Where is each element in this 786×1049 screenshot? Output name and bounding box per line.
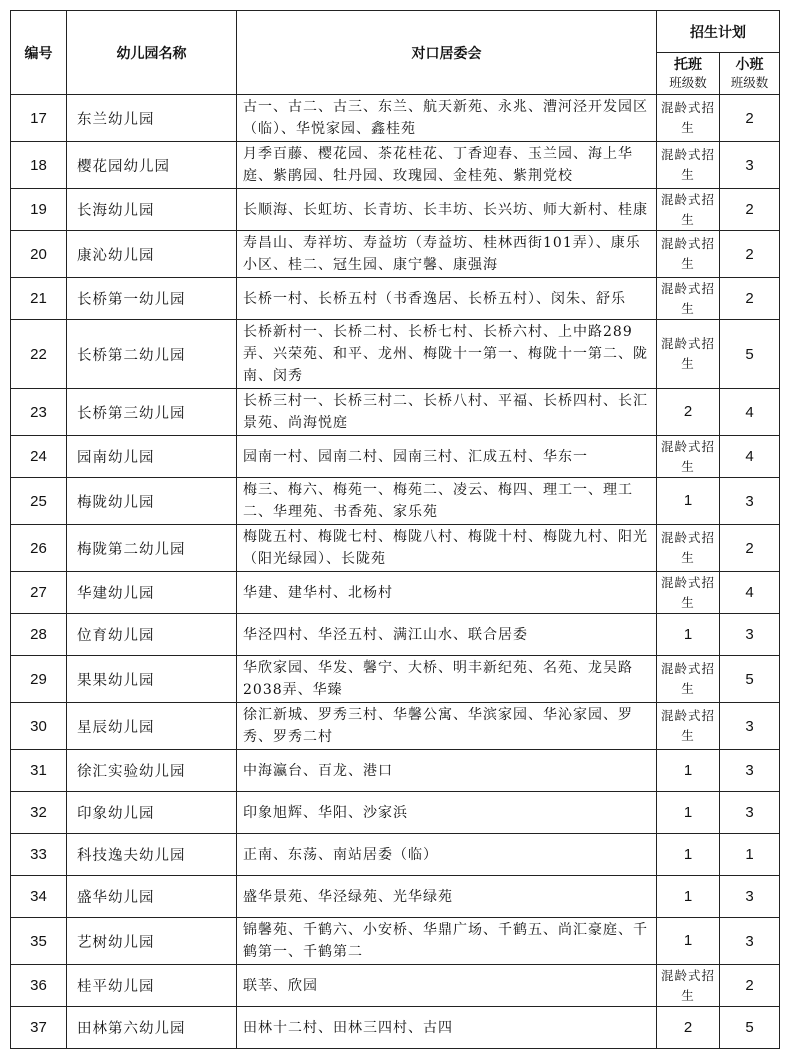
kindergarten-name: 果果幼儿园 bbox=[67, 656, 237, 703]
tuoban-classes: 1 bbox=[657, 834, 720, 876]
table-row bbox=[11, 278, 780, 320]
committee-list: 田林十二村、田林三四村、古四 bbox=[237, 1007, 657, 1049]
tuoban-classes: 1 bbox=[657, 918, 720, 965]
row-number: 35 bbox=[11, 918, 67, 965]
tuoban-classes: 混龄式招生 bbox=[657, 436, 720, 478]
table-body bbox=[11, 95, 780, 1049]
committee-list: 华泾四村、华泾五村、满江山水、联合居委 bbox=[237, 614, 657, 656]
committee-list: 月季百藤、樱花园、茶花桂花、丁香迎春、玉兰园、海上华庭、紫鹃园、牡丹园、玫瑰园、金桂苑、紫荆党校 bbox=[237, 142, 657, 189]
table-row bbox=[11, 525, 780, 572]
kindergarten-name: 星辰幼儿园 bbox=[67, 703, 237, 750]
xiaoban-classes: 2 bbox=[720, 231, 780, 278]
xiaoban-classes: 5 bbox=[720, 1007, 780, 1049]
row-number: 34 bbox=[11, 876, 67, 918]
kindergarten-name: 樱花园幼儿园 bbox=[67, 142, 237, 189]
table-row bbox=[11, 478, 780, 525]
row-number: 17 bbox=[11, 95, 67, 142]
row-number: 36 bbox=[11, 965, 67, 1007]
committee-list: 锦馨苑、千鹤六、小安桥、华鼎广场、千鹤五、尚汇豪庭、千鹤第一、千鹤第二 bbox=[237, 918, 657, 965]
xiaoban-classes: 3 bbox=[720, 918, 780, 965]
kindergarten-name: 长桥第三幼儿园 bbox=[67, 389, 237, 436]
table-row bbox=[11, 572, 780, 614]
table-row bbox=[11, 1007, 780, 1049]
row-number: 19 bbox=[11, 189, 67, 231]
row-number: 29 bbox=[11, 656, 67, 703]
table-row bbox=[11, 436, 780, 478]
kindergarten-name: 盛华幼儿园 bbox=[67, 876, 237, 918]
tuoban-classes: 混龄式招生 bbox=[657, 95, 720, 142]
row-number: 31 bbox=[11, 750, 67, 792]
kindergarten-name: 梅陇第二幼儿园 bbox=[67, 525, 237, 572]
row-number: 32 bbox=[11, 792, 67, 834]
row-number: 28 bbox=[11, 614, 67, 656]
header-xiaoban bbox=[720, 53, 780, 95]
header-committee: 对口居委会 bbox=[237, 11, 657, 95]
tuoban-classes: 1 bbox=[657, 792, 720, 834]
tuoban-classes: 混龄式招生 bbox=[657, 525, 720, 572]
header-enrollment-plan: 招生计划 bbox=[657, 11, 780, 53]
row-number: 21 bbox=[11, 278, 67, 320]
xiaoban-classes: 3 bbox=[720, 614, 780, 656]
tuoban-classes: 混龄式招生 bbox=[657, 189, 720, 231]
committee-list: 徐汇新城、罗秀三村、华馨公寓、华滨家园、华沁家园、罗秀、罗秀二村 bbox=[237, 703, 657, 750]
xiaoban-classes: 5 bbox=[720, 320, 780, 389]
table-row bbox=[11, 965, 780, 1007]
kindergarten-name: 长桥第一幼儿园 bbox=[67, 278, 237, 320]
row-number: 24 bbox=[11, 436, 67, 478]
kindergarten-name: 华建幼儿园 bbox=[67, 572, 237, 614]
kindergarten-name: 长海幼儿园 bbox=[67, 189, 237, 231]
row-number: 30 bbox=[11, 703, 67, 750]
kindergarten-name: 科技逸夫幼儿园 bbox=[67, 834, 237, 876]
committee-list: 盛华景苑、华泾绿苑、光华绿苑 bbox=[237, 876, 657, 918]
committee-list: 长桥三村一、长桥三村二、长桥八村、平福、长桥四村、长汇景苑、尚海悦庭 bbox=[237, 389, 657, 436]
tuoban-classes: 混龄式招生 bbox=[657, 320, 720, 389]
header-xiaoban-label: 小班 bbox=[735, 56, 764, 73]
tuoban-classes: 混龄式招生 bbox=[657, 231, 720, 278]
tuoban-classes: 1 bbox=[657, 750, 720, 792]
header-tuoban-label: 托班 bbox=[674, 56, 702, 73]
xiaoban-classes: 3 bbox=[720, 792, 780, 834]
row-number: 22 bbox=[11, 320, 67, 389]
row-number: 26 bbox=[11, 525, 67, 572]
row-number: 27 bbox=[11, 572, 67, 614]
header-number: 编号 bbox=[11, 11, 67, 95]
committee-list: 寿昌山、寿祥坊、寿益坊（寿益坊、桂林西街101弄）、康乐小区、桂二、冠生园、康宁馨、康强海 bbox=[237, 231, 657, 278]
row-number: 20 bbox=[11, 231, 67, 278]
xiaoban-classes: 4 bbox=[720, 389, 780, 436]
xiaoban-classes: 2 bbox=[720, 525, 780, 572]
committee-list: 中海瀛台、百龙、港口 bbox=[237, 750, 657, 792]
kindergarten-name: 位育幼儿园 bbox=[67, 614, 237, 656]
row-number: 18 bbox=[11, 142, 67, 189]
committee-list: 古一、古二、古三、东兰、航天新苑、永兆、漕河泾开发园区（临）、华悦家园、鑫桂苑 bbox=[237, 95, 657, 142]
xiaoban-classes: 4 bbox=[720, 436, 780, 478]
kindergarten-name: 东兰幼儿园 bbox=[67, 95, 237, 142]
table-row bbox=[11, 750, 780, 792]
tuoban-classes: 混龄式招生 bbox=[657, 703, 720, 750]
tuoban-classes: 1 bbox=[657, 876, 720, 918]
row-number: 25 bbox=[11, 478, 67, 525]
table-row bbox=[11, 189, 780, 231]
table-row bbox=[11, 142, 780, 189]
committee-list: 梅三、梅六、梅苑一、梅苑二、凌云、梅四、理工一、理工二、华理苑、书香苑、家乐苑 bbox=[237, 478, 657, 525]
xiaoban-classes: 4 bbox=[720, 572, 780, 614]
kindergarten-name: 长桥第二幼儿园 bbox=[67, 320, 237, 389]
table-row bbox=[11, 95, 780, 142]
row-number: 37 bbox=[11, 1007, 67, 1049]
tuoban-classes: 2 bbox=[657, 389, 720, 436]
header-tuoban bbox=[657, 53, 720, 95]
table-row bbox=[11, 834, 780, 876]
kindergarten-name: 徐汇实验幼儿园 bbox=[67, 750, 237, 792]
xiaoban-classes: 1 bbox=[720, 834, 780, 876]
tuoban-classes: 1 bbox=[657, 614, 720, 656]
committee-list: 园南一村、园南二村、园南三村、汇成五村、华东一 bbox=[237, 436, 657, 478]
committee-list: 长桥一村、长桥五村（书香逸居、长桥五村）、闵朱、舒乐 bbox=[237, 278, 657, 320]
table-row bbox=[11, 656, 780, 703]
row-number: 33 bbox=[11, 834, 67, 876]
committee-list: 正南、东荡、南站居委（临） bbox=[237, 834, 657, 876]
header-xiaoban-sub: 班级数 bbox=[730, 74, 769, 90]
xiaoban-classes: 3 bbox=[720, 703, 780, 750]
kindergarten-name: 梅陇幼儿园 bbox=[67, 478, 237, 525]
table-row bbox=[11, 876, 780, 918]
committee-list: 长桥新村一、长桥二村、长桥七村、长桥六村、上中路289弄、兴荣苑、和平、龙州、梅陇十一第一、梅陇十一第二、陇南、闵秀 bbox=[237, 320, 657, 389]
table-row bbox=[11, 703, 780, 750]
xiaoban-classes: 5 bbox=[720, 656, 780, 703]
committee-list: 联莘、欣园 bbox=[237, 965, 657, 1007]
xiaoban-classes: 2 bbox=[720, 965, 780, 1007]
table-row bbox=[11, 389, 780, 436]
kindergarten-name: 艺树幼儿园 bbox=[67, 918, 237, 965]
committee-list: 华欣家园、华发、馨宁、大桥、明丰新纪苑、名苑、龙吴路2038弄、华臻 bbox=[237, 656, 657, 703]
committee-list: 印象旭辉、华阳、沙家浜 bbox=[237, 792, 657, 834]
table-row bbox=[11, 320, 780, 389]
tuoban-classes: 2 bbox=[657, 1007, 720, 1049]
xiaoban-classes: 2 bbox=[720, 189, 780, 231]
tuoban-classes: 1 bbox=[657, 478, 720, 525]
xiaoban-classes: 3 bbox=[720, 478, 780, 525]
xiaoban-classes: 2 bbox=[720, 95, 780, 142]
kindergarten-name: 桂平幼儿园 bbox=[67, 965, 237, 1007]
tuoban-classes: 混龄式招生 bbox=[657, 278, 720, 320]
enrollment-table bbox=[10, 10, 780, 1049]
kindergarten-name: 园南幼儿园 bbox=[67, 436, 237, 478]
header-tuoban-sub: 班级数 bbox=[669, 74, 707, 90]
committee-list: 长顺海、长虹坊、长青坊、长丰坊、长兴坊、师大新村、桂康 bbox=[237, 189, 657, 231]
table-row bbox=[11, 792, 780, 834]
tuoban-classes: 混龄式招生 bbox=[657, 656, 720, 703]
xiaoban-classes: 3 bbox=[720, 750, 780, 792]
committee-list: 梅陇五村、梅陇七村、梅陇八村、梅陇十村、梅陇九村、阳光（阳光绿园）、长陇苑 bbox=[237, 525, 657, 572]
table-row bbox=[11, 614, 780, 656]
xiaoban-classes: 2 bbox=[720, 278, 780, 320]
row-number: 23 bbox=[11, 389, 67, 436]
tuoban-classes: 混龄式招生 bbox=[657, 965, 720, 1007]
header-kindergarten-name: 幼儿园名称 bbox=[67, 11, 237, 95]
xiaoban-classes: 3 bbox=[720, 142, 780, 189]
kindergarten-name: 印象幼儿园 bbox=[67, 792, 237, 834]
kindergarten-name: 康沁幼儿园 bbox=[67, 231, 237, 278]
table-row bbox=[11, 231, 780, 278]
table-row bbox=[11, 918, 780, 965]
committee-list: 华建、建华村、北杨村 bbox=[237, 572, 657, 614]
xiaoban-classes: 3 bbox=[720, 876, 780, 918]
tuoban-classes: 混龄式招生 bbox=[657, 572, 720, 614]
kindergarten-name: 田林第六幼儿园 bbox=[67, 1007, 237, 1049]
tuoban-classes: 混龄式招生 bbox=[657, 142, 720, 189]
